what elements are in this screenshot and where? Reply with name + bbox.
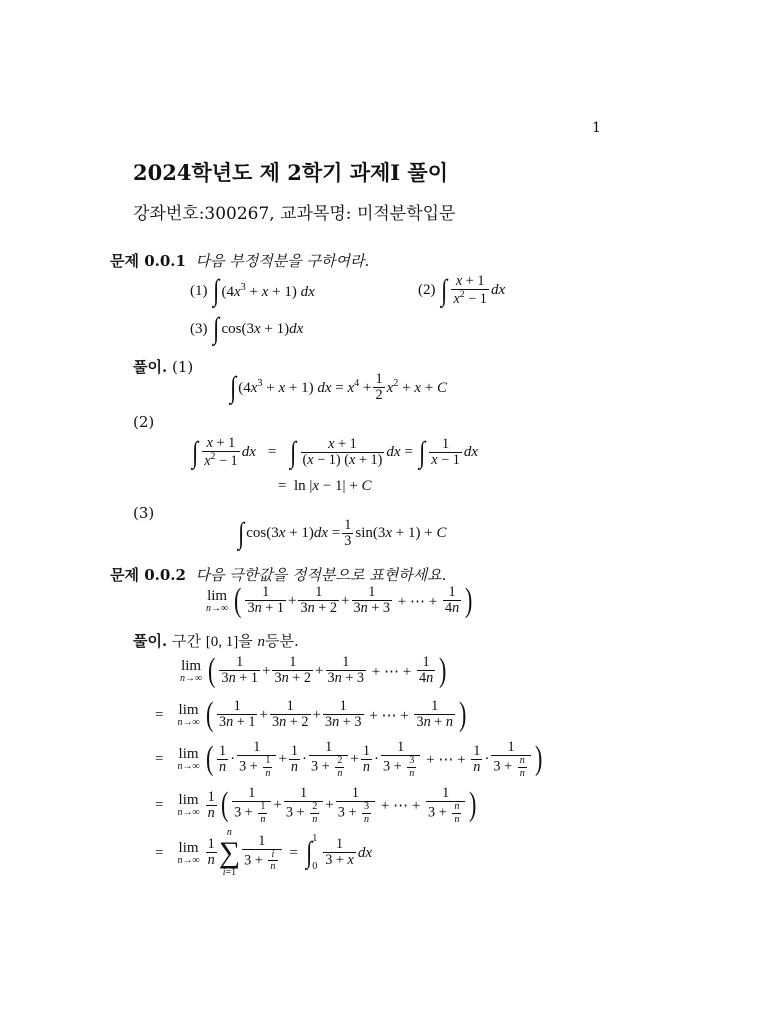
- solution-2-line-3: = lim n→∞ ( $\frac{1}{n}$ · 1 3 + $\frac{1}{n}$ + $\frac{1}{n}$ · 1 3 + $\frac{2}{n}$ + $\frac{1}{n}$ · 1 3 + $\frac{3}{n}$ + ⋯ + $\frac{1}{n}$ · 1 3 + $\frac{n}{n}$ ): [155, 739, 543, 779]
- solution-2-label: 풀이.: [133, 632, 168, 650]
- solution-2-interval: [0, 1]: [205, 634, 239, 650]
- solution-2-text-prefix: 구간: [171, 632, 201, 650]
- solution-2-line-5: = lim n→∞ $\frac{1}{n}$ n ∑ i=1 1 3 + $\frac{i}{n}$ = ∫ 1 0 $\frac{1}{3 + x}$ dx: [155, 827, 372, 878]
- solution-2-line-1: lim n→∞ ( $\frac{1}{3n + 1}$ + $\frac{1}{3n + 2}$ + $\frac{1}{3n + 3}$ + ⋯ + $\frac{1}{4n}$ ): [180, 652, 447, 689]
- document-title: 2024학년도 제 2학기 과제I 풀이: [133, 160, 448, 185]
- solution-1-part-3-label: (3): [133, 504, 155, 522]
- course-info: 강좌번호:300267, 교과목명: 미적분학입문: [133, 204, 456, 224]
- solution-1-header: [133, 356, 193, 377]
- problem-1-header: [110, 250, 369, 271]
- solution-2-text-mid: 을: [238, 632, 253, 650]
- problem-2-header: [110, 564, 446, 585]
- problem-1-text: 다음 부정적분을 구하여라.: [195, 252, 370, 270]
- solution-1-eq-1: ∫ $(4x^3 + x + 1)$ dx = $x^4$ + $\frac{1}{2}$ $x^2 + x + C$: [230, 370, 447, 404]
- item-number: (1): [190, 282, 208, 299]
- solution-1-eq-2b: = ln |x − 1| + C: [278, 478, 372, 494]
- solution-1-eq-2a: ∫ $\frac{x + 1}{x^2 - 1}$ dx = ∫ $\frac{x + 1}{(x - 1) (x + 1)}$ dx = ∫ $\frac{1}{x - 1}$ dx: [192, 435, 478, 469]
- solution-2-header: [133, 630, 299, 651]
- solution-1-part-2-label: (2): [133, 413, 155, 431]
- page-number: 1: [592, 120, 601, 136]
- problem-1-label: 문제 0.0.1: [110, 252, 186, 270]
- item-number: (2): [418, 282, 436, 299]
- solution-2-line-2: = lim n→∞ ( $\frac{1}{3n + 1}$ + $\frac{1}{3n + 2}$ + $\frac{1}{3n + 3}$ + ⋯ + $\frac{1}{3n + n}$ ): [155, 696, 467, 733]
- solution-2-text-suffix: 등분.: [265, 632, 299, 650]
- solution-1-part-1-label: (1): [171, 358, 194, 376]
- problem-2-text: 다음 극한값을 정적분으로 표현하세요.: [195, 566, 447, 584]
- problem-1-item-3: (3) ∫ cos(3x + 1)dx: [190, 312, 304, 345]
- solution-2-line-4: = lim n→∞ $\frac{1}{n}$ ( 1 3 + $\frac{1}{n}$ + 1 3 + $\frac{2}{n}$ + 1 3 + $\frac{3}{n}$ + ⋯ + 1 3 + $\frac{n}{n}$ ): [155, 785, 477, 825]
- problem-1-item-1: (1) ∫ $(4x^3 + x + 1)$ dx: [190, 274, 315, 307]
- problem-2-label: 문제 0.0.2: [110, 566, 186, 584]
- item-number: (3): [190, 320, 208, 337]
- solution-2-var-n: n: [257, 634, 266, 650]
- problem-2-limit: lim n→∞ ( $\frac{1}{3n + 1}$ + $\frac{1}{3n + 2}$ + $\frac{1}{3n + 3}$ + ⋯ + $\frac{1}{4n}$ ): [206, 582, 473, 619]
- problem-1-item-2: (2) ∫ $\frac{x + 1}{x^2 - 1}$ dx: [418, 273, 506, 307]
- solution-1-eq-3: ∫ cos(3x + 1)dx = $\frac{1}{3}$ sin(3x + 1) + C: [238, 516, 447, 550]
- solution-1-label: 풀이.: [133, 358, 168, 376]
